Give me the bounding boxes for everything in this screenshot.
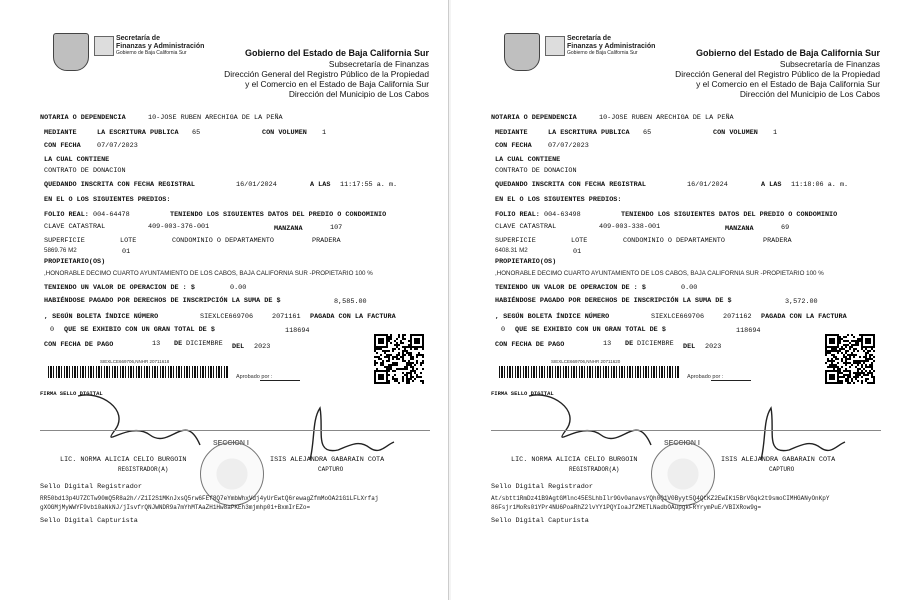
- factura-label: PAGADA CON LA FACTURA: [761, 313, 847, 321]
- valor-value: 0.00: [230, 284, 247, 292]
- boleta-label: , SEGÚN BOLETA ÍNDICE NÚMERO: [495, 313, 610, 321]
- clave-label: CLAVE CATASTRAL: [44, 223, 106, 231]
- registrador-signature: [521, 390, 661, 460]
- registrador-role: REGISTRADOR(A): [569, 466, 620, 473]
- pagado-value: 8,585.00: [334, 298, 367, 306]
- gobierno-title: Gobierno del Estado de Baja California Sur: [695, 48, 880, 58]
- barcode-text: SIEXLCE669706,NNHR 20711620: [551, 359, 621, 364]
- pradera-label: PRADERA: [312, 237, 341, 245]
- registrador-signature: [70, 390, 210, 460]
- pagado-label: HABIÉNDOSE PAGADO POR DERECHOS DE INSCRIPCIÓN LA SUMA DE $: [44, 297, 281, 305]
- qr-code-icon: [823, 334, 877, 384]
- stamp-text: SECCION I: [664, 440, 700, 447]
- state-coat-of-arms-logo: [504, 33, 540, 71]
- signature-top-line: [491, 430, 881, 431]
- aprobado-line: [260, 380, 300, 381]
- inscrita-label: QUEDANDO INSCRITA CON FECHA REGISTRAL: [44, 181, 195, 189]
- anio-value: 2023: [705, 343, 722, 351]
- con-fecha-label: CON FECHA: [44, 142, 81, 150]
- volumen-label: CON VOLUMEN: [262, 129, 307, 137]
- barcode-text: SIEXLCE669706,NNHR 20711618: [100, 359, 170, 364]
- dia-value: 13: [603, 340, 612, 348]
- boleta-value: SIEXLCE669706: [651, 313, 705, 321]
- notaria-value: 10-JOSE RUBEN ARECHIGA DE LA PEÑA: [148, 114, 283, 122]
- pagado-value: 3,572.00: [785, 298, 818, 306]
- firma-label: FIRMA SELLO DIGITAL: [491, 390, 554, 397]
- folio-label: FOLIO REAL:: [44, 211, 89, 219]
- capturo-role: CAPTURO: [769, 466, 795, 473]
- factura-number: 2071161: [272, 313, 301, 321]
- fecha-pago-label: CON FECHA DE PAGO: [44, 341, 114, 349]
- total-prefix: 0: [50, 326, 55, 334]
- hora-value: 11:18:06 a. m.: [791, 181, 849, 189]
- propietario-value: ,HONORABLE DECIMO CUARTO AYUNTAMIENTO DE LOS CABOS, BAJA CALIFORNIA SUR -PROPIETARIO 100 %: [44, 270, 373, 277]
- inscrita-label: QUEDANDO INSCRITA CON FECHA REGISTRAL: [495, 181, 646, 189]
- escritura-label: LA ESCRITURA PUBLICA: [548, 129, 630, 137]
- teniendo-label: TENIENDO LOS SIGUIENTES DATOS DEL PREDIO O CONDOMINIO: [170, 211, 387, 219]
- del-label: DEL: [232, 343, 245, 351]
- propietario-value: ,HONORABLE DECIMO CUARTO AYUNTAMIENTO DE LOS CABOS, BAJA CALIFORNIA SUR -PROPIETARIO 100 %: [495, 270, 824, 277]
- del-label: DEL: [683, 343, 696, 351]
- gobierno-title: Gobierno del Estado de Baja California Sur: [244, 48, 429, 58]
- fecha-registral: 16/01/2024: [236, 181, 277, 189]
- pagado-label: HABIÉNDOSE PAGADO POR DERECHOS DE INSCRIPCIÓN LA SUMA DE $: [495, 297, 732, 305]
- manzana-value: 69: [781, 224, 790, 232]
- total-prefix: 0: [501, 326, 506, 334]
- contiene-label: LA CUAL CONTIENE: [495, 156, 561, 164]
- a-las-label: A LAS: [761, 181, 782, 189]
- firma-label: FIRMA SELLO DIGITAL: [40, 390, 103, 397]
- valor-label: TENIENDO UN VALOR DE OPERACION DE : $: [44, 284, 195, 292]
- valor-value: 0.00: [681, 284, 698, 292]
- factura-label: PAGADA CON LA FACTURA: [310, 313, 396, 321]
- mes-value: DICIEMBRE: [186, 340, 223, 348]
- clave-value: 409-003-338-001: [599, 223, 661, 231]
- document-page-1: [0, 0, 449, 600]
- manzana-label: MANZANA: [725, 225, 754, 233]
- con-fecha-label: CON FECHA: [495, 142, 532, 150]
- escritura-number: 65: [643, 129, 652, 137]
- mediante-label: MEDIANTE: [495, 129, 528, 137]
- predios-label: EN EL O LOS SIGUIENTES PREDIOS:: [44, 196, 171, 204]
- superficie-label: SUPERFICIE: [495, 237, 536, 245]
- secretaria-logo-text: Secretaría de Finanzas y Administración Gobierno de Baja California Sur: [567, 35, 656, 56]
- con-fecha-value: 07/07/2023: [97, 142, 138, 150]
- capturo-role: CAPTURO: [318, 466, 344, 473]
- notaria-value: 10-JOSE RUBEN ARECHIGA DE LA PEÑA: [599, 114, 734, 122]
- dia-value: 13: [152, 340, 161, 348]
- hash-line-2: 86Fsjr1MoRs01YPr4NU6PoaRhZ2lvYY1PQYIoaJfZMETLNadbOAupgkFRYrymPuE/VBIXRow9g=: [491, 504, 762, 511]
- registrador-name: LIC. NORMA ALICIA CELIO BURGOIN: [511, 456, 638, 464]
- contiene-label: LA CUAL CONTIENE: [44, 156, 110, 164]
- secretaria-emblem-icon: [94, 36, 114, 56]
- folio-label: FOLIO REAL:: [495, 211, 540, 219]
- signature-top-line: [40, 430, 430, 431]
- valor-label: TENIENDO UN VALOR DE OPERACION DE : $: [495, 284, 646, 292]
- de-label: DE: [174, 340, 183, 348]
- contiene-value: CONTRATO DE DONACION: [44, 167, 126, 175]
- lote-value: 01: [573, 248, 582, 256]
- notaria-label: NOTARIA O DEPENDENCIA: [491, 114, 577, 122]
- a-las-label: A LAS: [310, 181, 331, 189]
- aprobado-line: [711, 380, 751, 381]
- total-value: 118694: [285, 327, 310, 335]
- fecha-pago-label: CON FECHA DE PAGO: [495, 341, 565, 349]
- mediante-label: MEDIANTE: [44, 129, 77, 137]
- propietarios-label: PROPIETARIO(OS): [495, 258, 557, 266]
- boleta-label: , SEGÚN BOLETA ÍNDICE NÚMERO: [44, 313, 159, 321]
- boleta-value: SIEXLCE669706: [200, 313, 254, 321]
- mes-value: DICIEMBRE: [637, 340, 674, 348]
- sello-registrador-label: Sello Digital Registrador: [491, 483, 593, 491]
- teniendo-label: TENIENDO LOS SIGUIENTES DATOS DEL PREDIO O CONDOMINIO: [621, 211, 838, 219]
- superficie-value: 6408.31 M2: [495, 247, 528, 254]
- registrador-role: REGISTRADOR(A): [118, 466, 169, 473]
- volumen-value: 1: [773, 129, 778, 137]
- secretaria-logo-text: Secretaría de Finanzas y Administración Gobierno de Baja California Sur: [116, 35, 205, 56]
- superficie-value: 5869.76 M2: [44, 247, 77, 254]
- con-fecha-value: 07/07/2023: [548, 142, 589, 150]
- header-block: Subsecretaría de Finanzas Dirección General del Registro Público de la Propiedad y el Comercio en el Estado de Baja California Sur Dirección del Municipio de Los Cabos: [224, 59, 429, 99]
- condominio-label: CONDOMINIO O DEPARTAMENTO: [623, 237, 725, 245]
- clave-value: 409-003-376-001: [148, 223, 210, 231]
- page-edge: [448, 0, 449, 600]
- sello-capturista-label: Sello Digital Capturista: [491, 517, 589, 525]
- barcode-icon: [499, 366, 679, 378]
- propietarios-label: PROPIETARIO(OS): [44, 258, 106, 266]
- aprobado-label: Aprobado por :: [236, 374, 273, 380]
- capturo-name: ISIS ALEJANDRA GABARAIN COTA: [721, 456, 836, 464]
- hash-line-2: gXOGMjMyWWYF9vb10aNkNJ/jIsvfrQNJWNDR9a7mYhMTAaZH1Hw8aPKEh3mjmhp01+BxmIrEZo=: [40, 504, 311, 511]
- barcode-icon: [48, 366, 228, 378]
- sello-registrador-label: Sello Digital Registrador: [40, 483, 142, 491]
- lote-label: LOTE: [120, 237, 137, 245]
- capturo-name: ISIS ALEJANDRA GABARAIN COTA: [270, 456, 385, 464]
- manzana-value: 107: [330, 224, 343, 232]
- sello-capturista-label: Sello Digital Capturista: [40, 517, 138, 525]
- condominio-label: CONDOMINIO O DEPARTAMENTO: [172, 237, 274, 245]
- notaria-label: NOTARIA O DEPENDENCIA: [40, 114, 126, 122]
- registrador-name: LIC. NORMA ALICIA CELIO BURGOIN: [60, 456, 187, 464]
- total-value: 118694: [736, 327, 761, 335]
- superficie-label: SUPERFICIE: [44, 237, 85, 245]
- qr-code-icon: [372, 334, 426, 384]
- header-block: Subsecretaría de Finanzas Dirección General del Registro Público de la Propiedad y el Comercio en el Estado de Baja California Sur Dirección del Municipio de Los Cabos: [675, 59, 880, 99]
- folio-value: 004-64478: [93, 211, 130, 219]
- total-label: QUE SE EXHIBIO CON UN GRAN TOTAL DE $: [515, 326, 666, 334]
- volumen-label: CON VOLUMEN: [713, 129, 758, 137]
- pradera-label: PRADERA: [763, 237, 792, 245]
- hash-line-1: At/sbtt1RmDz41B9AgtGMlnc45ESLhbIlr9Gv0anavsYQh0Q1V0Byyt5Q4QtKZ2EwIK15BrVGqk2t9smoCIMHGANyOnKpY: [491, 495, 830, 502]
- predios-label: EN EL O LOS SIGUIENTES PREDIOS:: [495, 196, 622, 204]
- lote-value: 01: [122, 248, 131, 256]
- document-page-2: [451, 0, 900, 600]
- total-label: QUE SE EXHIBIO CON UN GRAN TOTAL DE $: [64, 326, 215, 334]
- escritura-label: LA ESCRITURA PUBLICA: [97, 129, 179, 137]
- volumen-value: 1: [322, 129, 327, 137]
- state-coat-of-arms-logo: [53, 33, 89, 71]
- stamp-text: SECCION I: [213, 440, 249, 447]
- hash-line-1: RR50bd13p4U7ZCTw90mQ5R8a2h//Z1I2S1MKnJxsQ5rw6FEf8Q7eYmbWhxVdj4yUrEwtQ6rewagZfmMoOA21G1LFLXrfaj: [40, 495, 379, 502]
- hora-value: 11:17:55 a. m.: [340, 181, 398, 189]
- secretaria-emblem-icon: [545, 36, 565, 56]
- de-label: DE: [625, 340, 634, 348]
- fecha-registral: 16/01/2024: [687, 181, 728, 189]
- factura-number: 2071162: [723, 313, 752, 321]
- manzana-label: MANZANA: [274, 225, 303, 233]
- anio-value: 2023: [254, 343, 271, 351]
- lote-label: LOTE: [571, 237, 588, 245]
- folio-value: 004-63498: [544, 211, 581, 219]
- clave-label: CLAVE CATASTRAL: [495, 223, 557, 231]
- aprobado-label: Aprobado por :: [687, 374, 724, 380]
- contiene-value: CONTRATO DE DONACION: [495, 167, 577, 175]
- escritura-number: 65: [192, 129, 201, 137]
